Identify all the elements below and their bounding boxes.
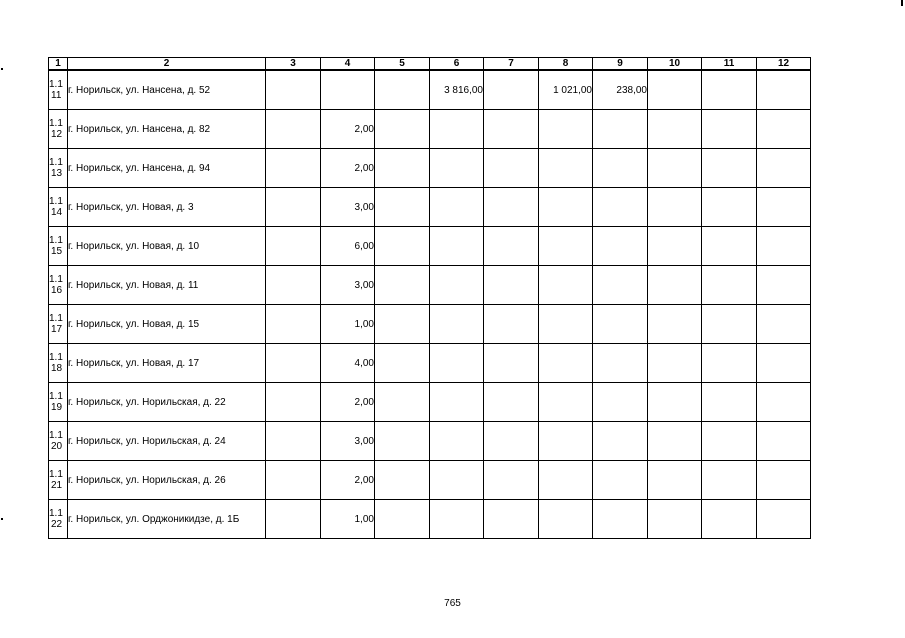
value-cell-col-10 bbox=[648, 500, 702, 539]
row-number-top: 1.1 bbox=[49, 79, 63, 90]
value-cell-col-7 bbox=[484, 188, 539, 227]
value-cell-col-10 bbox=[648, 305, 702, 344]
column-header: 1 bbox=[49, 58, 68, 71]
value-cell-col-8 bbox=[539, 188, 593, 227]
value-cell-col-6: 3 816,00 bbox=[430, 70, 484, 110]
value-cell-col-10 bbox=[648, 461, 702, 500]
value-cell-col-6 bbox=[430, 383, 484, 422]
table-row bbox=[49, 188, 811, 227]
address-cell: г. Норильск, ул. Норильская, д. 22 bbox=[68, 383, 266, 422]
value-cell-col-8 bbox=[539, 383, 593, 422]
value-cell-col-9 bbox=[593, 500, 648, 539]
row-number-bottom: 16 bbox=[51, 285, 63, 296]
value-cell-col-10 bbox=[648, 70, 702, 110]
value-cell-col-3 bbox=[266, 422, 321, 461]
value-cell-col-8 bbox=[539, 500, 593, 539]
address-cell: г. Норильск, ул. Нансена, д. 82 bbox=[68, 110, 266, 149]
value-cell-col-5 bbox=[375, 344, 430, 383]
value-cell-col-9 bbox=[593, 344, 648, 383]
row-number-bottom: 12 bbox=[51, 129, 63, 140]
address-cell: г. Норильск, ул. Норильская, д. 26 bbox=[68, 461, 266, 500]
row-number-top: 1.1 bbox=[49, 157, 63, 168]
value-cell-col-5 bbox=[375, 149, 430, 188]
column-header: 12 bbox=[757, 58, 811, 71]
value-cell-col-3 bbox=[266, 461, 321, 500]
value-cell-col-11 bbox=[702, 227, 757, 266]
table-row bbox=[49, 149, 811, 188]
row-number-cell bbox=[49, 266, 68, 305]
value-cell-col-9 bbox=[593, 149, 648, 188]
table-row bbox=[49, 266, 811, 305]
value-cell-col-11 bbox=[702, 344, 757, 383]
value-cell-col-6 bbox=[430, 422, 484, 461]
value-cell-col-3 bbox=[266, 305, 321, 344]
column-header: 9 bbox=[593, 58, 648, 71]
value-cell-col-8 bbox=[539, 227, 593, 266]
value-cell-col-6 bbox=[430, 344, 484, 383]
value-cell-col-12 bbox=[757, 305, 811, 344]
value-cell-col-6 bbox=[430, 110, 484, 149]
value-cell-col-5 bbox=[375, 227, 430, 266]
value-cell-col-3 bbox=[266, 70, 321, 110]
row-number-cell bbox=[49, 422, 68, 461]
row-number-cell bbox=[49, 70, 68, 110]
value-cell-col-5 bbox=[375, 110, 430, 149]
page-number: 765 bbox=[444, 598, 461, 609]
value-cell-col-10 bbox=[648, 227, 702, 266]
value-cell-col-6 bbox=[430, 149, 484, 188]
row-number-cell bbox=[49, 110, 68, 149]
value-cell-col-3 bbox=[266, 149, 321, 188]
value-cell-col-12 bbox=[757, 266, 811, 305]
address-cell: г. Норильск, ул. Орджоникидзе, д. 1Б bbox=[68, 500, 266, 539]
value-cell-col-4: 3,00 bbox=[321, 188, 375, 227]
value-cell-col-5 bbox=[375, 500, 430, 539]
table-row bbox=[49, 500, 811, 539]
row-number-top: 1.1 bbox=[49, 196, 63, 207]
row-number-cell bbox=[49, 383, 68, 422]
table-row bbox=[49, 305, 811, 344]
row-number-top: 1.1 bbox=[49, 391, 63, 402]
row-number-cell bbox=[49, 305, 68, 344]
value-cell-col-6 bbox=[430, 500, 484, 539]
value-cell-col-8 bbox=[539, 305, 593, 344]
row-number-bottom: 11 bbox=[51, 90, 62, 101]
table-row bbox=[49, 461, 811, 500]
row-number-cell bbox=[49, 227, 68, 266]
value-cell-col-9 bbox=[593, 422, 648, 461]
value-cell-col-11 bbox=[702, 70, 757, 110]
value-cell-col-11 bbox=[702, 110, 757, 149]
scan-mark-left-1 bbox=[1, 68, 3, 70]
value-cell-col-12 bbox=[757, 110, 811, 149]
value-cell-col-4 bbox=[321, 70, 375, 110]
address-cell: г. Норильск, ул. Нансена, д. 94 bbox=[68, 149, 266, 188]
value-cell-col-5 bbox=[375, 266, 430, 305]
table-row bbox=[49, 344, 811, 383]
value-cell-col-5 bbox=[375, 422, 430, 461]
address-cell: г. Норильск, ул. Норильская, д. 24 bbox=[68, 422, 266, 461]
value-cell-col-7 bbox=[484, 383, 539, 422]
value-cell-col-5 bbox=[375, 70, 430, 110]
value-cell-col-9 bbox=[593, 110, 648, 149]
value-cell-col-9 bbox=[593, 305, 648, 344]
column-header: 4 bbox=[321, 58, 375, 71]
row-number-top: 1.1 bbox=[49, 118, 63, 129]
value-cell-col-11 bbox=[702, 188, 757, 227]
value-cell-col-4: 2,00 bbox=[321, 461, 375, 500]
table-row bbox=[49, 227, 811, 266]
value-cell-col-10 bbox=[648, 188, 702, 227]
value-cell-col-4: 3,00 bbox=[321, 266, 375, 305]
value-cell-col-7 bbox=[484, 70, 539, 110]
row-number-bottom: 13 bbox=[51, 168, 63, 179]
row-number-cell bbox=[49, 500, 68, 539]
value-cell-col-12 bbox=[757, 188, 811, 227]
value-cell-col-7 bbox=[484, 305, 539, 344]
address-cell: г. Норильск, ул. Новая, д. 15 bbox=[68, 305, 266, 344]
value-cell-col-7 bbox=[484, 461, 539, 500]
value-cell-col-4: 4,00 bbox=[321, 344, 375, 383]
value-cell-col-7 bbox=[484, 344, 539, 383]
value-cell-col-12 bbox=[757, 422, 811, 461]
address-cell: г. Норильск, ул. Новая, д. 11 bbox=[68, 266, 266, 305]
row-number-top: 1.1 bbox=[49, 508, 63, 519]
value-cell-col-3 bbox=[266, 500, 321, 539]
row-number-cell bbox=[49, 188, 68, 227]
value-cell-col-11 bbox=[702, 305, 757, 344]
value-cell-col-5 bbox=[375, 461, 430, 500]
column-header: 6 bbox=[430, 58, 484, 71]
value-cell-col-6 bbox=[430, 227, 484, 266]
value-cell-col-9 bbox=[593, 227, 648, 266]
value-cell-col-9 bbox=[593, 266, 648, 305]
column-header: 3 bbox=[266, 58, 321, 71]
value-cell-col-5 bbox=[375, 188, 430, 227]
data-table bbox=[48, 57, 811, 539]
value-cell-col-8 bbox=[539, 149, 593, 188]
column-header: 2 bbox=[68, 58, 266, 71]
value-cell-col-8 bbox=[539, 344, 593, 383]
value-cell-col-4: 1,00 bbox=[321, 500, 375, 539]
row-number-top: 1.1 bbox=[49, 469, 63, 480]
value-cell-col-11 bbox=[702, 500, 757, 539]
table-row bbox=[49, 110, 811, 149]
value-cell-col-6 bbox=[430, 188, 484, 227]
column-header: 5 bbox=[375, 58, 430, 71]
value-cell-col-12 bbox=[757, 149, 811, 188]
scan-mark-left-2 bbox=[1, 518, 3, 520]
row-number-top: 1.1 bbox=[49, 352, 63, 363]
value-cell-col-11 bbox=[702, 422, 757, 461]
header-row bbox=[49, 58, 811, 71]
value-cell-col-11 bbox=[702, 149, 757, 188]
value-cell-col-3 bbox=[266, 266, 321, 305]
value-cell-col-12 bbox=[757, 70, 811, 110]
column-header: 8 bbox=[539, 58, 593, 71]
value-cell-col-8 bbox=[539, 422, 593, 461]
scan-mark-top-right bbox=[901, 0, 903, 6]
value-cell-col-7 bbox=[484, 266, 539, 305]
value-cell-col-12 bbox=[757, 344, 811, 383]
value-cell-col-7 bbox=[484, 227, 539, 266]
value-cell-col-9 bbox=[593, 383, 648, 422]
row-number-bottom: 15 bbox=[51, 246, 63, 257]
value-cell-col-12 bbox=[757, 500, 811, 539]
row-number-top: 1.1 bbox=[49, 235, 63, 246]
value-cell-col-7 bbox=[484, 149, 539, 188]
column-header: 11 bbox=[702, 58, 757, 71]
value-cell-col-12 bbox=[757, 383, 811, 422]
row-number-bottom: 19 bbox=[51, 402, 63, 413]
value-cell-col-10 bbox=[648, 422, 702, 461]
value-cell-col-5 bbox=[375, 383, 430, 422]
value-cell-col-9 bbox=[593, 461, 648, 500]
row-number-cell bbox=[49, 344, 68, 383]
value-cell-col-4: 1,00 bbox=[321, 305, 375, 344]
value-cell-col-4: 6,00 bbox=[321, 227, 375, 266]
value-cell-col-3 bbox=[266, 227, 321, 266]
value-cell-col-10 bbox=[648, 266, 702, 305]
row-number-bottom: 22 bbox=[51, 519, 63, 530]
row-number-cell bbox=[49, 461, 68, 500]
value-cell-col-11 bbox=[702, 266, 757, 305]
value-cell-col-10 bbox=[648, 149, 702, 188]
value-cell-col-3 bbox=[266, 110, 321, 149]
table-row bbox=[49, 383, 811, 422]
value-cell-col-4: 3,00 bbox=[321, 422, 375, 461]
row-number-top: 1.1 bbox=[49, 430, 63, 441]
row-number-cell bbox=[49, 149, 68, 188]
value-cell-col-11 bbox=[702, 383, 757, 422]
value-cell-col-10 bbox=[648, 383, 702, 422]
value-cell-col-5 bbox=[375, 305, 430, 344]
value-cell-col-10 bbox=[648, 110, 702, 149]
value-cell-col-4: 2,00 bbox=[321, 383, 375, 422]
column-header: 10 bbox=[648, 58, 702, 71]
value-cell-col-9: 238,00 bbox=[593, 70, 648, 110]
value-cell-col-8 bbox=[539, 266, 593, 305]
value-cell-col-3 bbox=[266, 383, 321, 422]
value-cell-col-6 bbox=[430, 305, 484, 344]
value-cell-col-8 bbox=[539, 110, 593, 149]
value-cell-col-6 bbox=[430, 266, 484, 305]
address-cell: г. Норильск, ул. Новая, д. 10 bbox=[68, 227, 266, 266]
value-cell-col-3 bbox=[266, 344, 321, 383]
value-cell-col-6 bbox=[430, 461, 484, 500]
value-cell-col-10 bbox=[648, 344, 702, 383]
value-cell-col-12 bbox=[757, 461, 811, 500]
value-cell-col-11 bbox=[702, 461, 757, 500]
row-number-bottom: 20 bbox=[51, 441, 63, 452]
address-cell: г. Норильск, ул. Нансена, д. 52 bbox=[68, 70, 266, 110]
row-number-top: 1.1 bbox=[49, 313, 63, 324]
value-cell-col-9 bbox=[593, 188, 648, 227]
address-cell: г. Норильск, ул. Новая, д. 3 bbox=[68, 188, 266, 227]
row-number-bottom: 14 bbox=[51, 207, 63, 218]
table-row bbox=[49, 70, 811, 110]
row-number-bottom: 18 bbox=[51, 363, 63, 374]
row-number-bottom: 17 bbox=[51, 324, 63, 335]
table-row bbox=[49, 422, 811, 461]
value-cell-col-12 bbox=[757, 227, 811, 266]
row-number-bottom: 21 bbox=[51, 480, 63, 491]
value-cell-col-8 bbox=[539, 461, 593, 500]
address-cell: г. Норильск, ул. Новая, д. 17 bbox=[68, 344, 266, 383]
value-cell-col-3 bbox=[266, 188, 321, 227]
value-cell-col-8: 1 021,00 bbox=[539, 70, 593, 110]
table-body bbox=[49, 70, 811, 539]
column-header: 7 bbox=[484, 58, 539, 71]
value-cell-col-7 bbox=[484, 422, 539, 461]
value-cell-col-7 bbox=[484, 500, 539, 539]
value-cell-col-4: 2,00 bbox=[321, 149, 375, 188]
value-cell-col-4: 2,00 bbox=[321, 110, 375, 149]
row-number-top: 1.1 bbox=[49, 274, 63, 285]
value-cell-col-7 bbox=[484, 110, 539, 149]
